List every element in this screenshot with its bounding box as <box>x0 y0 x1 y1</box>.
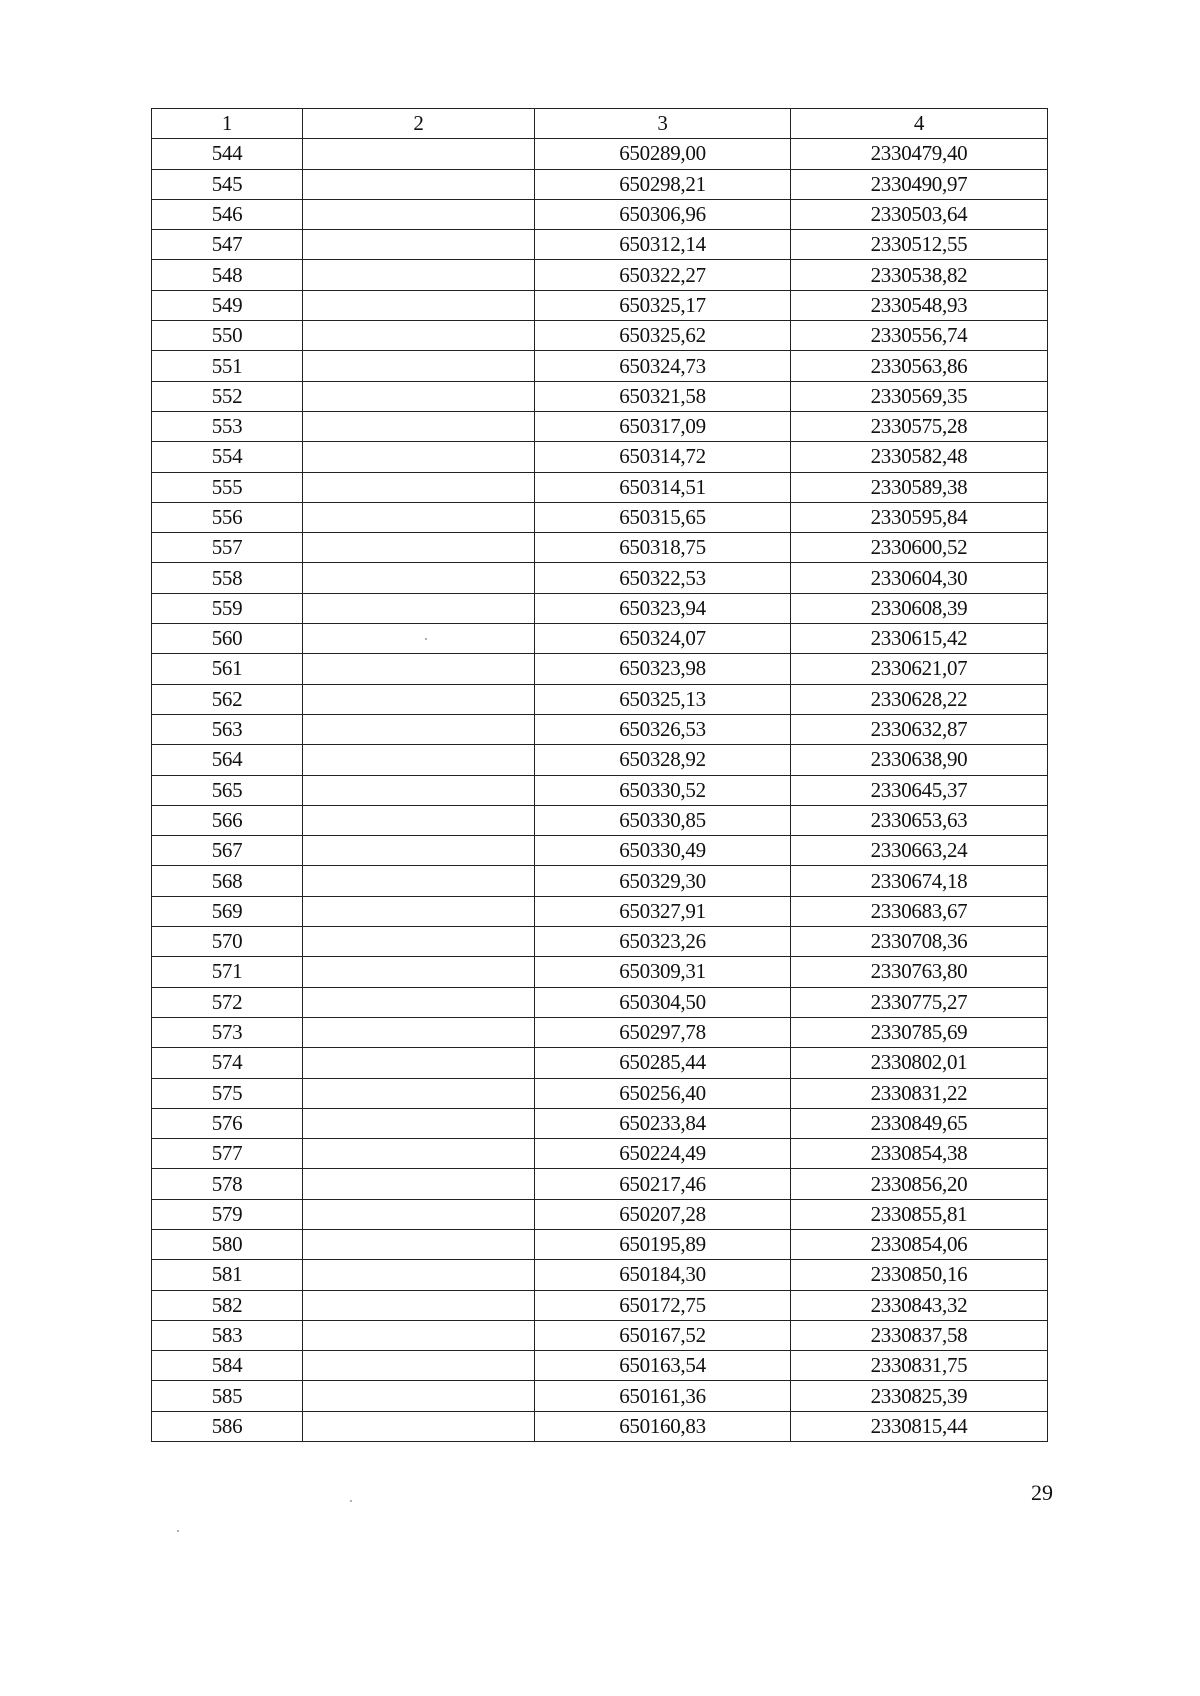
description-cell <box>303 442 535 472</box>
x-coordinate-cell: 650315,65 <box>535 502 791 532</box>
y-coordinate-cell: 2330802,01 <box>791 1048 1048 1078</box>
y-coordinate-cell: 2330628,22 <box>791 684 1048 714</box>
y-coordinate-cell: 2330815,44 <box>791 1411 1048 1441</box>
point-number-cell: 572 <box>152 987 303 1017</box>
description-cell <box>303 411 535 441</box>
y-coordinate-cell: 2330854,06 <box>791 1229 1048 1259</box>
scan-speck <box>425 638 427 640</box>
table-row <box>152 321 1048 351</box>
table-row <box>152 1199 1048 1229</box>
y-coordinate-cell: 2330556,74 <box>791 321 1048 351</box>
point-number-cell: 544 <box>152 139 303 169</box>
x-coordinate-cell: 650329,30 <box>535 866 791 896</box>
description-cell <box>303 714 535 744</box>
point-number-cell: 564 <box>152 745 303 775</box>
table-row <box>152 169 1048 199</box>
x-coordinate-cell: 650328,92 <box>535 745 791 775</box>
table-row <box>152 745 1048 775</box>
table-row <box>152 442 1048 472</box>
header-cell-2: 2 <box>303 109 535 139</box>
x-coordinate-cell: 650161,36 <box>535 1381 791 1411</box>
table-row <box>152 805 1048 835</box>
description-cell <box>303 1078 535 1108</box>
table-row <box>152 1139 1048 1169</box>
x-coordinate-cell: 650318,75 <box>535 533 791 563</box>
y-coordinate-cell: 2330608,39 <box>791 593 1048 623</box>
y-coordinate-cell: 2330837,58 <box>791 1320 1048 1350</box>
y-coordinate-cell: 2330855,81 <box>791 1199 1048 1229</box>
x-coordinate-cell: 650256,40 <box>535 1078 791 1108</box>
x-coordinate-cell: 650322,53 <box>535 563 791 593</box>
y-coordinate-cell: 2330575,28 <box>791 411 1048 441</box>
table-row <box>152 957 1048 987</box>
x-coordinate-cell: 650298,21 <box>535 169 791 199</box>
point-number-cell: 566 <box>152 805 303 835</box>
description-cell <box>303 684 535 714</box>
y-coordinate-cell: 2330831,75 <box>791 1351 1048 1381</box>
point-number-cell: 547 <box>152 230 303 260</box>
table-row <box>152 230 1048 260</box>
x-coordinate-cell: 650314,51 <box>535 472 791 502</box>
x-coordinate-cell: 650330,85 <box>535 805 791 835</box>
x-coordinate-cell: 650160,83 <box>535 1411 791 1441</box>
table-row <box>152 714 1048 744</box>
table-row <box>152 199 1048 229</box>
x-coordinate-cell: 650224,49 <box>535 1139 791 1169</box>
description-cell <box>303 230 535 260</box>
y-coordinate-cell: 2330512,55 <box>791 230 1048 260</box>
point-number-cell: 562 <box>152 684 303 714</box>
point-number-cell: 579 <box>152 1199 303 1229</box>
point-number-cell: 568 <box>152 866 303 896</box>
point-number-cell: 557 <box>152 533 303 563</box>
point-number-cell: 586 <box>152 1411 303 1441</box>
point-number-cell: 567 <box>152 836 303 866</box>
y-coordinate-cell: 2330638,90 <box>791 745 1048 775</box>
x-coordinate-cell: 650207,28 <box>535 1199 791 1229</box>
table-row <box>152 260 1048 290</box>
x-coordinate-cell: 650289,00 <box>535 139 791 169</box>
x-coordinate-cell: 650323,94 <box>535 593 791 623</box>
description-cell <box>303 1199 535 1229</box>
point-number-cell: 581 <box>152 1260 303 1290</box>
description-cell <box>303 987 535 1017</box>
table-row <box>152 775 1048 805</box>
y-coordinate-cell: 2330479,40 <box>791 139 1048 169</box>
point-number-cell: 573 <box>152 1017 303 1047</box>
x-coordinate-cell: 650325,17 <box>535 290 791 320</box>
table-body <box>152 109 1048 1442</box>
y-coordinate-cell: 2330775,27 <box>791 987 1048 1017</box>
y-coordinate-cell: 2330854,38 <box>791 1139 1048 1169</box>
point-number-cell: 556 <box>152 502 303 532</box>
table-row <box>152 411 1048 441</box>
table-row <box>152 684 1048 714</box>
x-coordinate-cell: 650324,07 <box>535 624 791 654</box>
point-number-cell: 553 <box>152 411 303 441</box>
point-number-cell: 549 <box>152 290 303 320</box>
x-coordinate-cell: 650317,09 <box>535 411 791 441</box>
table-row <box>152 1169 1048 1199</box>
point-number-cell: 576 <box>152 1108 303 1138</box>
x-coordinate-cell: 650323,98 <box>535 654 791 684</box>
header-cell-4: 4 <box>791 109 1048 139</box>
description-cell <box>303 1351 535 1381</box>
description-cell <box>303 290 535 320</box>
header-cell-3: 3 <box>535 109 791 139</box>
description-cell <box>303 957 535 987</box>
x-coordinate-cell: 650172,75 <box>535 1290 791 1320</box>
x-coordinate-cell: 650321,58 <box>535 381 791 411</box>
table-row <box>152 866 1048 896</box>
point-number-cell: 585 <box>152 1381 303 1411</box>
y-coordinate-cell: 2330674,18 <box>791 866 1048 896</box>
table-row <box>152 1048 1048 1078</box>
table-row <box>152 563 1048 593</box>
description-cell <box>303 1320 535 1350</box>
x-coordinate-cell: 650184,30 <box>535 1260 791 1290</box>
x-coordinate-cell: 650285,44 <box>535 1048 791 1078</box>
description-cell <box>303 502 535 532</box>
description-cell <box>303 169 535 199</box>
table-row <box>152 1078 1048 1108</box>
description-cell <box>303 1108 535 1138</box>
description-cell <box>303 836 535 866</box>
point-number-cell: 558 <box>152 563 303 593</box>
x-coordinate-cell: 650297,78 <box>535 1017 791 1047</box>
description-cell <box>303 1139 535 1169</box>
x-coordinate-cell: 650323,26 <box>535 927 791 957</box>
point-number-cell: 575 <box>152 1078 303 1108</box>
point-number-cell: 571 <box>152 957 303 987</box>
description-cell <box>303 563 535 593</box>
description-cell <box>303 472 535 502</box>
table-row <box>152 1017 1048 1047</box>
y-coordinate-cell: 2330785,69 <box>791 1017 1048 1047</box>
y-coordinate-cell: 2330708,36 <box>791 927 1048 957</box>
header-cell-1: 1 <box>152 109 303 139</box>
description-cell <box>303 654 535 684</box>
point-number-cell: 552 <box>152 381 303 411</box>
y-coordinate-cell: 2330538,82 <box>791 260 1048 290</box>
x-coordinate-cell: 650314,72 <box>535 442 791 472</box>
point-number-cell: 563 <box>152 714 303 744</box>
description-cell <box>303 745 535 775</box>
table-row <box>152 1229 1048 1259</box>
table-row <box>152 502 1048 532</box>
y-coordinate-cell: 2330825,39 <box>791 1381 1048 1411</box>
description-cell <box>303 1381 535 1411</box>
table-row <box>152 927 1048 957</box>
page-number: 29 <box>1031 1480 1053 1505</box>
scan-speck <box>350 1500 352 1502</box>
point-number-cell: 580 <box>152 1229 303 1259</box>
x-coordinate-cell: 650163,54 <box>535 1351 791 1381</box>
point-number-cell: 583 <box>152 1320 303 1350</box>
y-coordinate-cell: 2330843,32 <box>791 1290 1048 1320</box>
x-coordinate-cell: 650304,50 <box>535 987 791 1017</box>
description-cell <box>303 1169 535 1199</box>
description-cell <box>303 260 535 290</box>
description-cell <box>303 1048 535 1078</box>
y-coordinate-cell: 2330589,38 <box>791 472 1048 502</box>
description-cell <box>303 321 535 351</box>
point-number-cell: 551 <box>152 351 303 381</box>
table-row <box>152 381 1048 411</box>
x-coordinate-cell: 650322,27 <box>535 260 791 290</box>
y-coordinate-cell: 2330615,42 <box>791 624 1048 654</box>
y-coordinate-cell: 2330856,20 <box>791 1169 1048 1199</box>
description-cell <box>303 1290 535 1320</box>
description-cell <box>303 866 535 896</box>
table-row <box>152 1290 1048 1320</box>
y-coordinate-cell: 2330831,22 <box>791 1078 1048 1108</box>
point-number-cell: 561 <box>152 654 303 684</box>
point-number-cell: 554 <box>152 442 303 472</box>
y-coordinate-cell: 2330621,07 <box>791 654 1048 684</box>
y-coordinate-cell: 2330645,37 <box>791 775 1048 805</box>
scan-speck <box>177 1530 179 1532</box>
table-row <box>152 987 1048 1017</box>
y-coordinate-cell: 2330569,35 <box>791 381 1048 411</box>
point-number-cell: 565 <box>152 775 303 805</box>
x-coordinate-cell: 650233,84 <box>535 1108 791 1138</box>
description-cell <box>303 927 535 957</box>
x-coordinate-cell: 650330,52 <box>535 775 791 805</box>
x-coordinate-cell: 650324,73 <box>535 351 791 381</box>
point-number-cell: 546 <box>152 199 303 229</box>
x-coordinate-cell: 650309,31 <box>535 957 791 987</box>
table-row <box>152 593 1048 623</box>
y-coordinate-cell: 2330548,93 <box>791 290 1048 320</box>
point-number-cell: 569 <box>152 896 303 926</box>
table-row <box>152 533 1048 563</box>
description-cell <box>303 1017 535 1047</box>
table-header-row <box>152 109 1048 139</box>
point-number-cell: 574 <box>152 1048 303 1078</box>
point-number-cell: 577 <box>152 1139 303 1169</box>
y-coordinate-cell: 2330595,84 <box>791 502 1048 532</box>
description-cell <box>303 593 535 623</box>
point-number-cell: 582 <box>152 1290 303 1320</box>
description-cell <box>303 775 535 805</box>
table-row <box>152 624 1048 654</box>
point-number-cell: 578 <box>152 1169 303 1199</box>
x-coordinate-cell: 650327,91 <box>535 896 791 926</box>
x-coordinate-cell: 650167,52 <box>535 1320 791 1350</box>
point-number-cell: 559 <box>152 593 303 623</box>
coordinates-table <box>151 108 1048 1442</box>
point-number-cell: 545 <box>152 169 303 199</box>
y-coordinate-cell: 2330632,87 <box>791 714 1048 744</box>
x-coordinate-cell: 650325,13 <box>535 684 791 714</box>
table-row <box>152 139 1048 169</box>
description-cell <box>303 1229 535 1259</box>
x-coordinate-cell: 650195,89 <box>535 1229 791 1259</box>
description-cell <box>303 1260 535 1290</box>
description-cell <box>303 199 535 229</box>
description-cell <box>303 624 535 654</box>
y-coordinate-cell: 2330503,64 <box>791 199 1048 229</box>
point-number-cell: 570 <box>152 927 303 957</box>
x-coordinate-cell: 650330,49 <box>535 836 791 866</box>
description-cell <box>303 1411 535 1441</box>
table-row <box>152 1411 1048 1441</box>
table-row <box>152 1108 1048 1138</box>
table-row <box>152 896 1048 926</box>
table-row <box>152 1320 1048 1350</box>
point-number-cell: 550 <box>152 321 303 351</box>
table-row <box>152 654 1048 684</box>
table-row <box>152 290 1048 320</box>
table-row <box>152 1260 1048 1290</box>
description-cell <box>303 805 535 835</box>
x-coordinate-cell: 650306,96 <box>535 199 791 229</box>
y-coordinate-cell: 2330563,86 <box>791 351 1048 381</box>
y-coordinate-cell: 2330663,24 <box>791 836 1048 866</box>
table-row <box>152 1381 1048 1411</box>
y-coordinate-cell: 2330763,80 <box>791 957 1048 987</box>
table-row <box>152 836 1048 866</box>
x-coordinate-cell: 650325,62 <box>535 321 791 351</box>
point-number-cell: 548 <box>152 260 303 290</box>
point-number-cell: 560 <box>152 624 303 654</box>
description-cell <box>303 381 535 411</box>
point-number-cell: 555 <box>152 472 303 502</box>
x-coordinate-cell: 650312,14 <box>535 230 791 260</box>
x-coordinate-cell: 650217,46 <box>535 1169 791 1199</box>
x-coordinate-cell: 650326,53 <box>535 714 791 744</box>
y-coordinate-cell: 2330604,30 <box>791 563 1048 593</box>
table-row <box>152 1351 1048 1381</box>
y-coordinate-cell: 2330582,48 <box>791 442 1048 472</box>
description-cell <box>303 533 535 563</box>
description-cell <box>303 139 535 169</box>
description-cell <box>303 351 535 381</box>
table-row <box>152 351 1048 381</box>
table-row <box>152 472 1048 502</box>
y-coordinate-cell: 2330849,65 <box>791 1108 1048 1138</box>
description-cell <box>303 896 535 926</box>
point-number-cell: 584 <box>152 1351 303 1381</box>
y-coordinate-cell: 2330653,63 <box>791 805 1048 835</box>
y-coordinate-cell: 2330683,67 <box>791 896 1048 926</box>
y-coordinate-cell: 2330850,16 <box>791 1260 1048 1290</box>
y-coordinate-cell: 2330490,97 <box>791 169 1048 199</box>
y-coordinate-cell: 2330600,52 <box>791 533 1048 563</box>
